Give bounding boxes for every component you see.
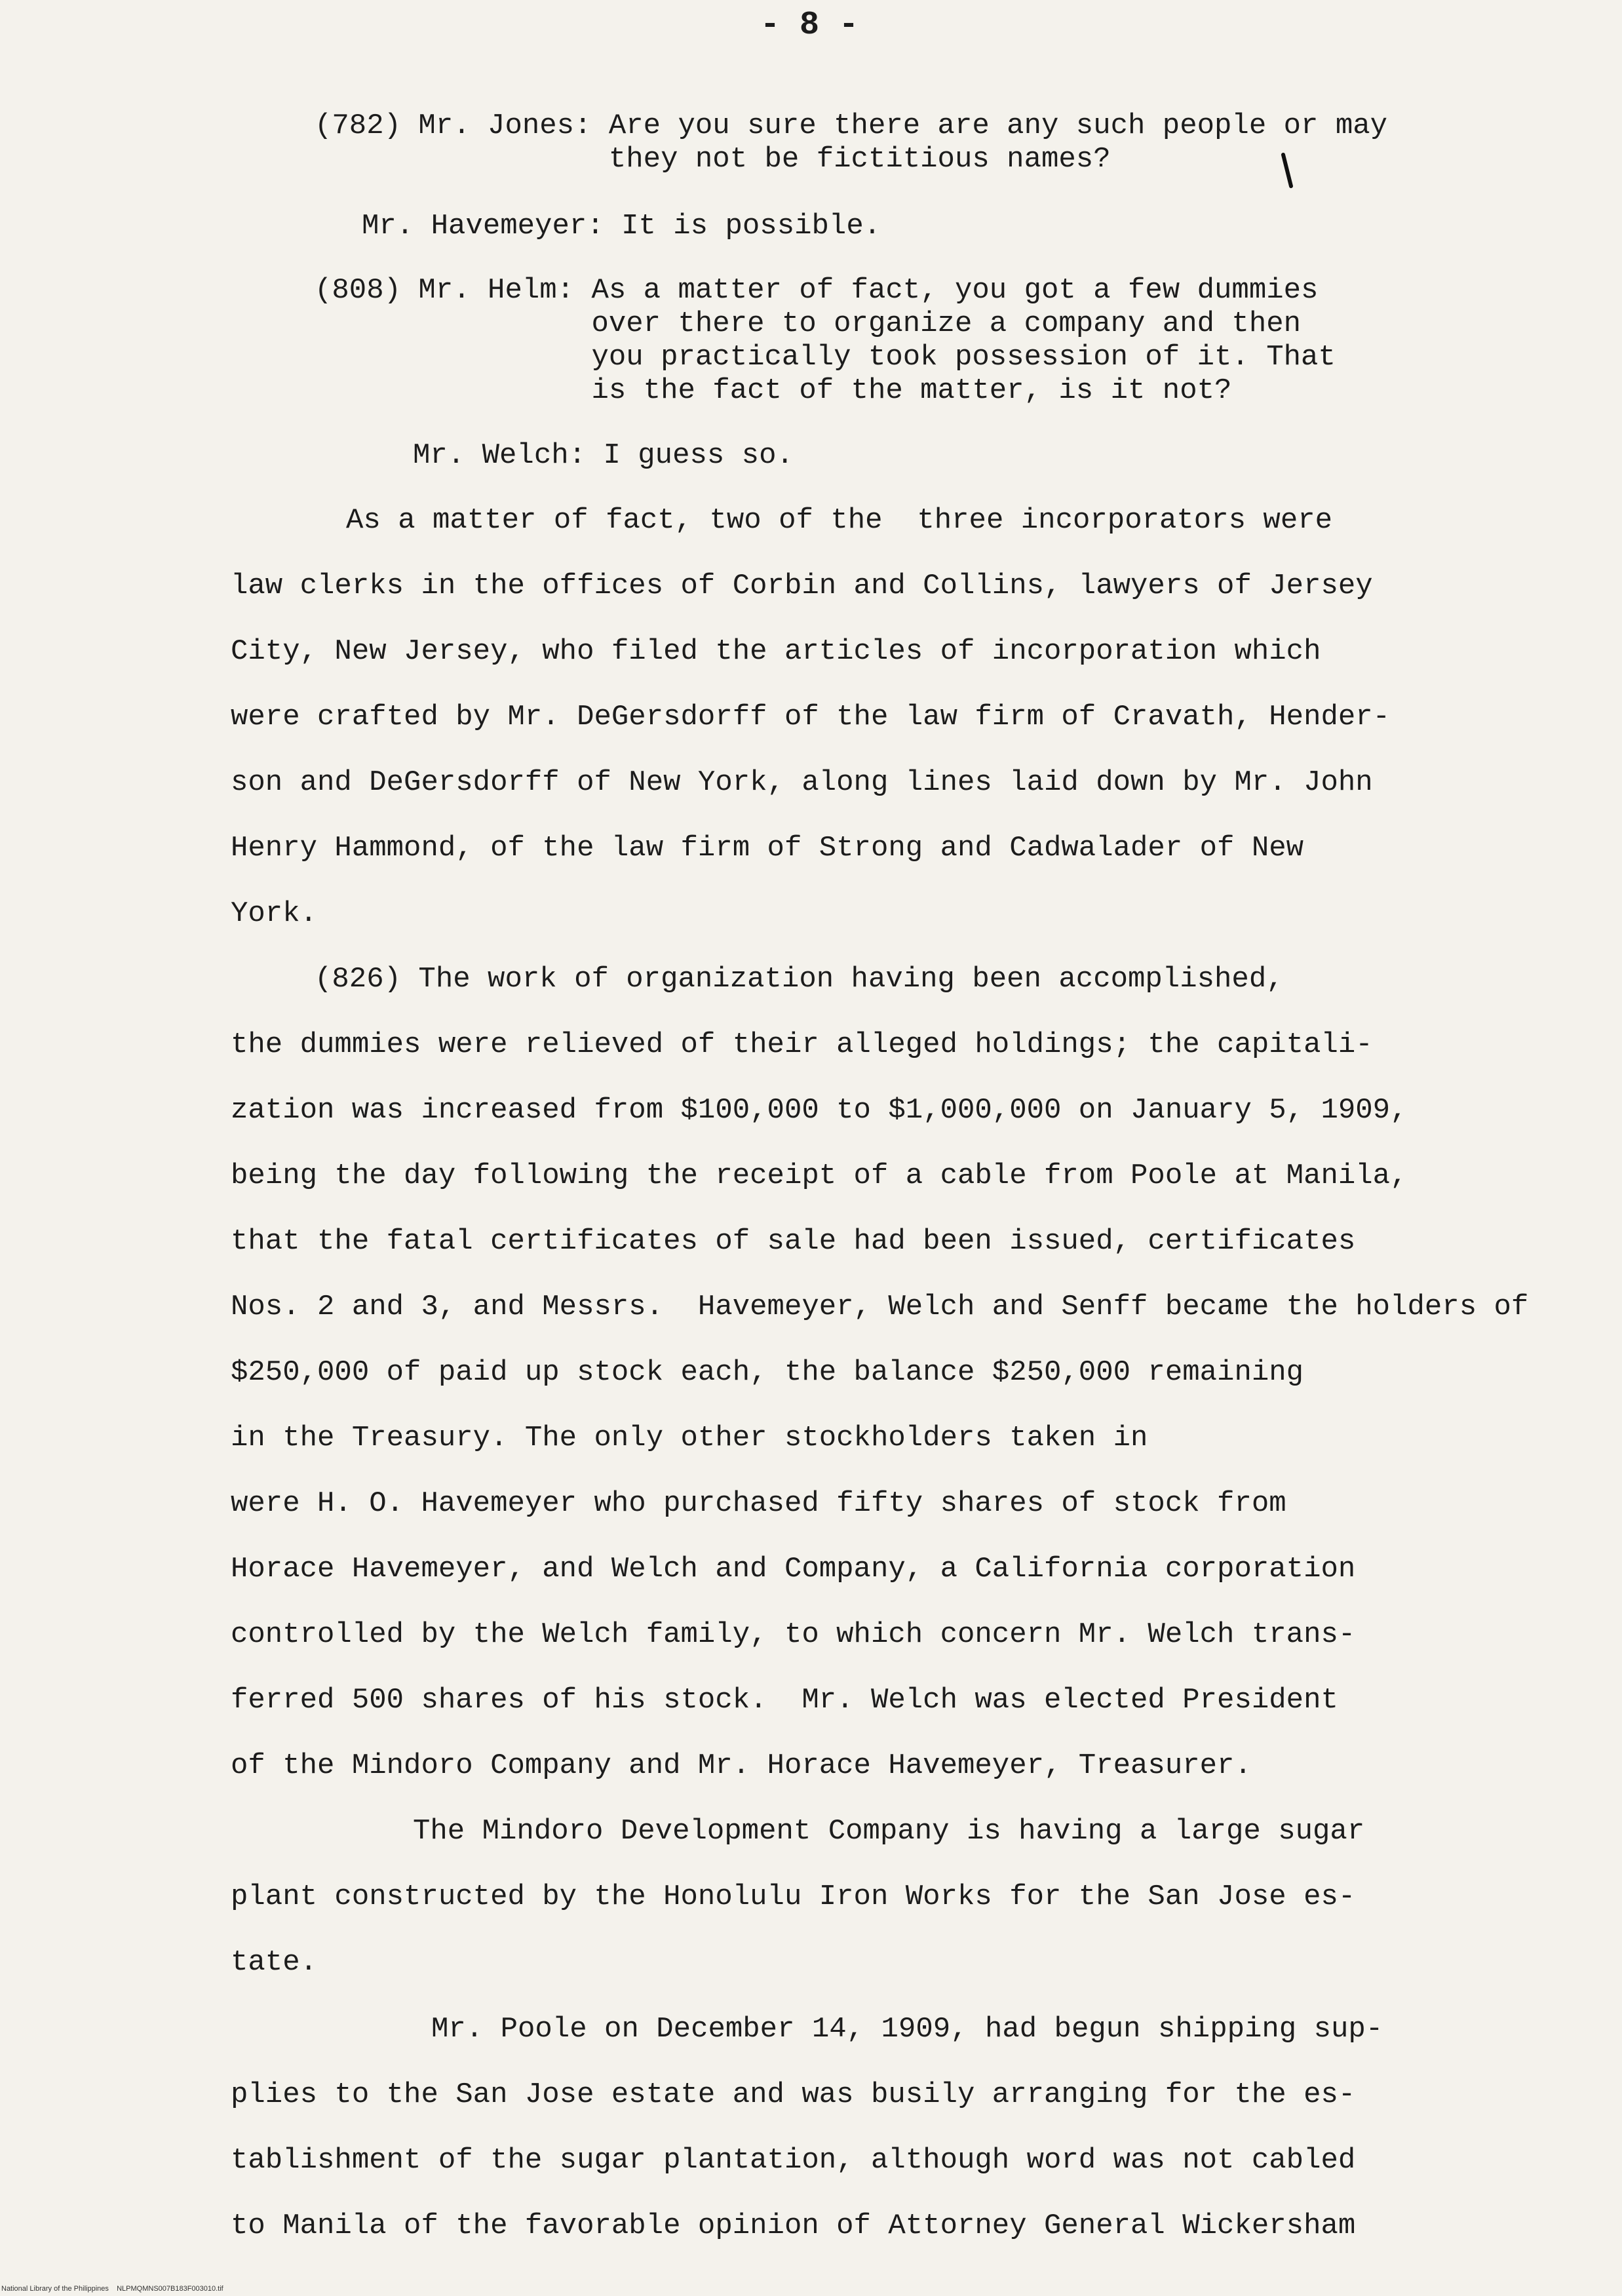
body-line: plies to the San Jose estate and was busily arranging for the es- [231,2078,1356,2111]
body-line: son and DeGersdorff of New York, along lines laid down by Mr. John [231,766,1373,799]
body-line: ferred 500 shares of his stock. Mr. Welch was elected President [231,1684,1338,1717]
body-line: the dummies were relieved of their alleged holdings; the capitali- [231,1028,1373,1061]
body-line: York. [231,897,318,930]
body-line: As a matter of fact, two of the three incorporators were [346,504,1333,537]
testimony-line: Mr. Havemeyer: It is possible. [362,210,881,243]
body-line: (826) The work of organization having been accomplished, [315,963,1284,996]
body-line: were H. O. Havemeyer who purchased fifty shares of stock from [231,1487,1286,1520]
pen-mark [1278,152,1298,191]
body-line: to Manila of the favorable opinion of Attorney General Wickersham [231,2209,1356,2242]
body-line: were crafted by Mr. DeGersdorff of the law firm of Cravath, Hender- [231,701,1391,733]
body-line: that the fatal certificates of sale had been issued, certificates [231,1225,1356,1258]
testimony-line: over there to organize a company and then [315,307,1302,340]
body-line: City, New Jersey, who filed the articles of incorporation which [231,635,1321,668]
body-line: of the Mindoro Company and Mr. Horace Havemeyer, Treasurer. [231,1749,1252,1782]
body-line: controlled by the Welch family, to which concern Mr. Welch trans- [231,1618,1356,1651]
body-line: tate. [231,1946,318,1979]
testimony-line: is the fact of the matter, is it not? [315,374,1232,407]
body-line: tablishment of the sugar plantation, although word was not cabled [231,2144,1356,2177]
page-number: - 8 - [760,7,859,44]
testimony-line: you practically took possession of it. That [315,341,1336,374]
body-line: in the Treasury. The only other stockholders taken in [231,1422,1148,1454]
testimony-line: they not be fictitious names? [315,143,1111,176]
body-line: Mr. Poole on December 14, 1909, had begun shipping sup- [431,2013,1383,2046]
body-line: Henry Hammond, of the law firm of Strong and Cadwalader of New [231,832,1304,865]
body-line: $250,000 of paid up stock each, the balance $250,000 remaining [231,1356,1304,1389]
testimony-line: (782) Mr. Jones: Are you sure there are any such people or may [315,109,1388,142]
scan-footer: National Library of the Philippines NLPMQMNS007B183F003010.tif [1,2285,223,2293]
testimony-line: Mr. Welch: I guess so. [413,439,794,472]
body-line: being the day following the receipt of a cable from Poole at Manila, [231,1159,1408,1192]
testimony-line: (808) Mr. Helm: As a matter of fact, you got a few dummies [315,274,1319,307]
body-line: The Mindoro Development Company is having a large sugar [413,1815,1365,1848]
body-line: law clerks in the offices of Corbin and Collins, lawyers of Jersey [231,570,1373,602]
body-line: Horace Havemeyer, and Welch and Company, a California corporation [231,1553,1356,1586]
body-line: plant constructed by the Honolulu Iron Works for the San Jose es- [231,1880,1356,1913]
body-line: zation was increased from $100,000 to $1,000,000 on January 5, 1909, [231,1094,1408,1127]
body-line: Nos. 2 and 3, and Messrs. Havemeyer, Welch and Senff became the holders of [231,1291,1529,1323]
